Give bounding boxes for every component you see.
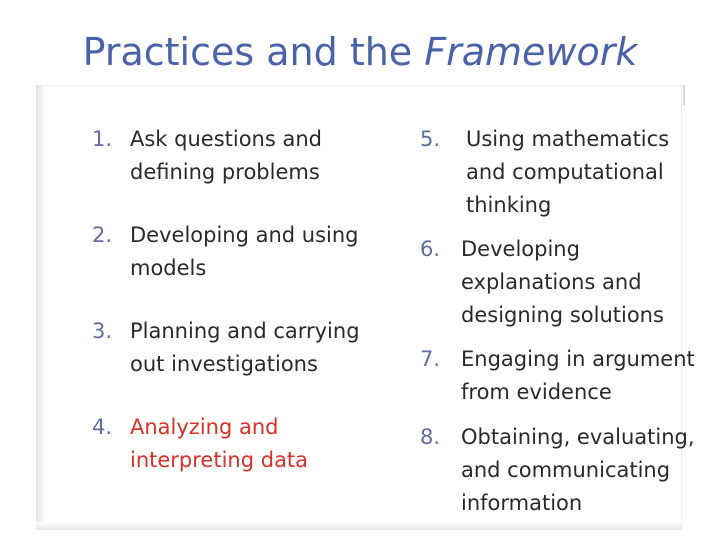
practice-line: designing solutions xyxy=(461,303,664,327)
practice-item-5 xyxy=(420,123,669,222)
panel-edge xyxy=(683,85,685,105)
practice-line: and computational xyxy=(466,160,664,184)
practice-number: 8. xyxy=(420,425,441,449)
practice-number: 2. xyxy=(92,223,113,247)
slide-title xyxy=(0,30,720,74)
practice-line: and communicating xyxy=(461,458,671,482)
practice-line: explanations and xyxy=(461,270,642,294)
practice-item-4 xyxy=(92,411,308,477)
practice-number: 4. xyxy=(92,415,113,439)
practice-number: 3. xyxy=(92,319,113,343)
practice-number: 1. xyxy=(92,127,113,151)
practice-line: Obtaining, evaluating, xyxy=(461,425,695,449)
practice-line: out investigations xyxy=(130,352,318,376)
practice-line: models xyxy=(130,256,207,280)
practice-number: 7. xyxy=(420,347,441,371)
practice-item-8 xyxy=(420,421,695,520)
practice-line: Analyzing and xyxy=(130,415,279,439)
practice-number: 6. xyxy=(420,237,441,261)
title-plain: Practices and the xyxy=(82,30,425,74)
practice-line: Engaging in argument xyxy=(461,347,695,371)
practice-line: thinking xyxy=(466,193,552,217)
practice-item-2 xyxy=(92,219,359,285)
practice-line: Using mathematics xyxy=(466,127,670,151)
practice-line: from evidence xyxy=(461,380,612,404)
practice-line: Developing xyxy=(461,237,580,261)
practice-item-7 xyxy=(420,343,695,409)
practice-line: Planning and carrying xyxy=(130,319,360,343)
practice-line: interpreting data xyxy=(130,448,309,472)
practice-item-3 xyxy=(92,315,360,381)
practice-item-1 xyxy=(92,123,322,189)
practice-line: information xyxy=(461,491,583,515)
practice-number: 5. xyxy=(420,127,441,151)
title-italic: Framework xyxy=(424,30,638,74)
practice-line: defining problems xyxy=(130,160,320,184)
practice-line: Ask questions and xyxy=(130,127,322,151)
practice-item-6 xyxy=(420,233,664,332)
practice-line: Developing and using xyxy=(130,223,359,247)
